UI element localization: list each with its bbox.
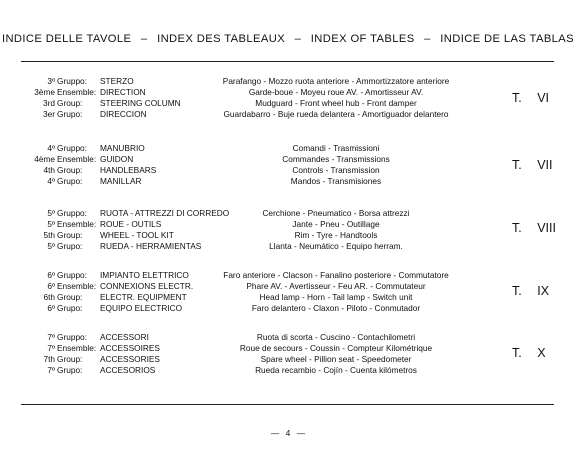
plate-number: VII <box>537 158 553 172</box>
row-description: Controls - Transmission <box>292 165 380 175</box>
row-ordinal: 7º <box>47 365 55 375</box>
row-group-label: Group: <box>57 230 83 240</box>
row-group-title: GUIDON <box>100 154 134 164</box>
index-group <box>21 142 554 202</box>
row-group-title: MANUBRIO <box>100 143 145 153</box>
row-ordinal: 5º <box>47 241 55 251</box>
row-ordinal: 6º <box>47 303 55 313</box>
plate-reference <box>512 221 556 235</box>
row-ordinal: 3rd <box>43 98 55 108</box>
index-table <box>21 61 554 405</box>
row-group-label: Ensemble: <box>57 219 97 229</box>
row-group-label: Ensemble: <box>57 343 97 353</box>
row-group-title: ACCESSORI <box>100 332 149 342</box>
row-description: Rueda recambio - Cojín - Cuenta kilómetros <box>255 365 417 375</box>
row-group-title: STERZO <box>100 76 134 86</box>
row-group-title: DIRECCION <box>100 109 147 119</box>
plate-prefix: T. <box>512 284 522 298</box>
row-description: Commandes - Transmissions <box>282 154 390 164</box>
header-title-it: INDICE DELLE TAVOLE <box>1 33 132 45</box>
row-group-label: Gruppo: <box>57 208 87 218</box>
row-group-label: Group: <box>57 165 83 175</box>
row-group-title: ACCESSOIRES <box>100 343 160 353</box>
row-group-label: Gruppo: <box>57 332 87 342</box>
row-ordinal: 6th <box>43 292 55 302</box>
row-ordinal: 4º <box>47 176 55 186</box>
plate-reference <box>512 158 552 172</box>
row-description: Faro delantero - Claxon - Piloto - Conmutador <box>251 303 421 313</box>
index-row <box>21 175 554 187</box>
row-ordinal: 4th <box>43 165 55 175</box>
row-group-label: Grupo: <box>57 303 83 313</box>
row-ordinal: 3er <box>43 109 55 119</box>
row-group-label: Grupo: <box>57 109 83 119</box>
row-ordinal: 4º <box>47 143 55 153</box>
row-ordinal: 6º <box>47 270 55 280</box>
row-group-label: Group: <box>57 354 83 364</box>
page-number: 4 <box>285 428 291 438</box>
row-ordinal: 5º <box>47 208 55 218</box>
row-group-title: RUOTA - ATTREZZI DI CORREDO <box>100 208 230 218</box>
row-group-label: Gruppo: <box>57 143 87 153</box>
row-description: Parafango - Mozzo ruota anteriore - Ammortizzatore anteriore <box>222 76 450 86</box>
row-description: Spare wheel - Pillion seat - Speedometer <box>260 354 412 364</box>
row-description: Roue de secours - Coussin - Compteur Kilométrique <box>239 343 433 353</box>
row-group-title: RUEDA - HERRAMIENTAS <box>100 241 202 251</box>
header-title-fr: INDEX DES TABLEAUX <box>157 33 286 45</box>
row-group-label: Ensemble: <box>57 87 97 97</box>
row-ordinal: 7th <box>43 354 55 364</box>
row-description: Mudguard - Front wheel hub - Front damper <box>255 98 417 108</box>
row-group-title: WHEEL - TOOL KIT <box>100 230 174 240</box>
header-title-es: INDICE DE LAS TABLAS <box>440 33 575 45</box>
row-group-title: ACCESORIOS <box>100 365 156 375</box>
row-group-title: EQUIPO ELECTRICO <box>100 303 183 313</box>
index-row <box>21 364 554 376</box>
row-ordinal: 4ème <box>34 154 55 164</box>
header-separator: – <box>294 33 302 45</box>
row-group-title: ELECTR. EQUIPMENT <box>100 292 187 302</box>
row-group-title: IMPIANTO ELETTRICO <box>100 270 189 280</box>
index-row <box>21 240 554 252</box>
row-group-label: Ensemble: <box>57 154 97 164</box>
row-description: Guardabarro - Buje rueda delantera - Amortiguador delantero <box>223 109 449 119</box>
plate-prefix: T. <box>512 91 522 105</box>
row-ordinal: 6º <box>47 281 55 291</box>
row-group-label: Grupo: <box>57 365 83 375</box>
row-group-label: Group: <box>57 98 83 108</box>
row-description: Comandi - Trasmissioni <box>292 143 380 153</box>
row-group-label: Gruppo: <box>57 76 87 86</box>
row-description: Head lamp - Horn - Tail lamp - Switch unit <box>259 292 413 302</box>
footer-dash: — <box>270 428 280 438</box>
row-description: Jante - Pneu - Outillage <box>292 219 380 229</box>
header-title-en: INDEX OF TABLES <box>310 33 415 45</box>
row-ordinal: 5th <box>43 230 55 240</box>
page-footer <box>0 428 576 438</box>
row-ordinal: 7º <box>47 332 55 342</box>
footer-dash: — <box>296 428 306 438</box>
row-group-title: ROUE - OUTILS <box>100 219 162 229</box>
row-description: Mandos - Transmisiones <box>290 176 382 186</box>
plate-reference <box>512 346 552 360</box>
index-group <box>21 207 554 267</box>
index-group <box>21 269 554 329</box>
row-group-label: Gruppo: <box>57 270 87 280</box>
plate-number: IX <box>537 284 550 298</box>
index-group <box>21 75 554 135</box>
index-group <box>21 331 554 391</box>
row-group-label: Ensemble: <box>57 281 97 291</box>
plate-prefix: T. <box>512 346 522 360</box>
row-group-label: Grupo: <box>57 176 83 186</box>
plate-prefix: T. <box>512 221 522 235</box>
row-group-title: DIRECTION <box>100 87 146 97</box>
row-description: Phare AV. - Avertisseur - Feu AR. - Commutateur <box>246 281 426 291</box>
header-separator: – <box>140 33 148 45</box>
row-group-title: STEERING COLUMN <box>100 98 181 108</box>
row-group-title: HANDLEBARS <box>100 165 157 175</box>
row-ordinal: 3º <box>47 76 55 86</box>
row-ordinal: 5º <box>47 219 55 229</box>
row-ordinal: 7º <box>47 343 55 353</box>
row-group-label: Group: <box>57 292 83 302</box>
row-description: Rim - Tyre - Handtools <box>294 230 378 240</box>
plate-prefix: T. <box>512 158 522 172</box>
row-group-title: ACCESSORIES <box>100 354 160 364</box>
header-separator: – <box>424 33 431 45</box>
row-group-title: MANILLAR <box>100 176 142 186</box>
plate-reference <box>512 91 552 105</box>
row-description: Cerchione - Pneumatico - Borsa attrezzi <box>262 208 410 218</box>
plate-number: VIII <box>537 221 556 235</box>
index-header <box>0 33 576 45</box>
row-description: Llanta - Neumático - Equipo herram. <box>269 241 403 251</box>
row-group-title: CONNEXIONS ELECTR. <box>100 281 194 291</box>
plate-number: VI <box>537 91 550 105</box>
plate-reference <box>512 284 552 298</box>
row-description: Ruota di scorta - Cuscino - Contachilometri <box>256 332 416 342</box>
index-row <box>21 108 554 120</box>
plate-number: X <box>537 346 546 360</box>
row-description: Faro anteriore - Clacson - Fanalino posteriore - Commutatore <box>223 270 449 280</box>
row-description: Garde-boue - Moyeu roue AV. - Amortisseur AV. <box>248 87 424 97</box>
index-row <box>21 302 554 314</box>
row-group-label: Grupo: <box>57 241 83 251</box>
row-ordinal: 3ème <box>34 87 55 97</box>
